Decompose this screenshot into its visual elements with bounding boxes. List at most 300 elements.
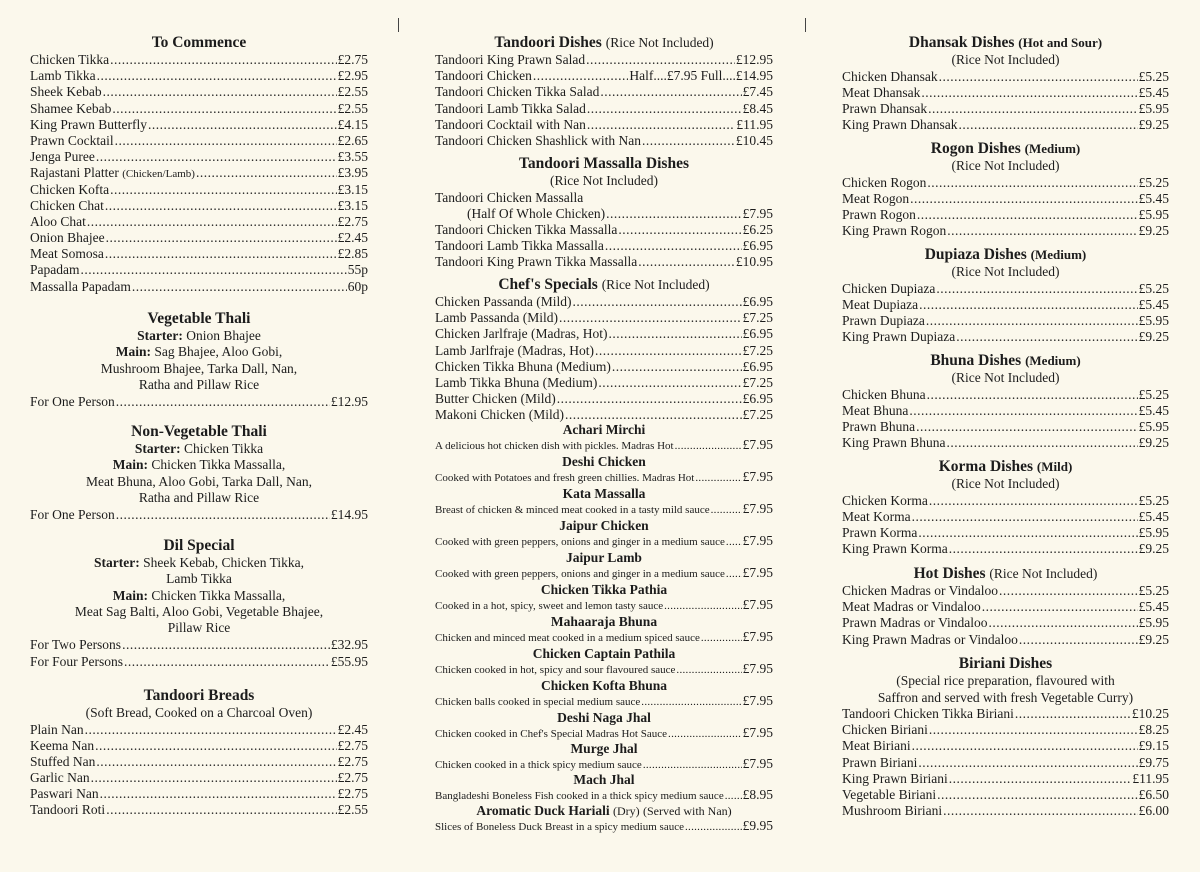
- dish-name-text: Deshi Naga Jhal: [557, 710, 651, 725]
- main-label: Main:: [115, 344, 151, 360]
- menu-item: [842, 387, 1169, 403]
- main-text: Chicken Tikka Massalla,: [151, 457, 286, 473]
- menu-item: [842, 281, 1169, 297]
- item-name: [30, 68, 96, 84]
- leader-dots: [927, 387, 1138, 403]
- main-text: Meat Sag Balti, Aloo Gobi, Vegetable Bhajee,: [74, 603, 324, 619]
- chefs-signature-dishes: [435, 422, 773, 834]
- leader-dots: [97, 68, 337, 84]
- item-price: £12.95: [330, 394, 368, 410]
- item-name: [842, 191, 909, 207]
- item-price: £5.25: [1138, 174, 1169, 190]
- item-price: £7.95: [742, 725, 773, 740]
- menu-item: [435, 310, 773, 326]
- menu-item: [30, 738, 368, 754]
- leader-dots: [116, 507, 330, 523]
- dish-description-line: [435, 565, 773, 580]
- item-name: [30, 198, 104, 214]
- main-text: Ratha and Pillaw Rice: [138, 489, 260, 505]
- section-title-text: Korma Dishes: [938, 458, 1034, 475]
- item-name: [842, 175, 926, 191]
- item-name-text: Makoni Chicken (Mild): [435, 407, 564, 423]
- menu-item: [30, 262, 368, 278]
- item-list: [842, 493, 1169, 558]
- item-price: £6.25: [742, 221, 773, 237]
- item-price: £12.95: [735, 52, 773, 67]
- section-subtitle: (Rice Not Included): [951, 52, 1060, 67]
- item-name: [30, 754, 95, 770]
- leader-dots: [105, 246, 337, 262]
- signature-dish: [435, 678, 773, 708]
- section-tandoori-breads: [30, 686, 368, 819]
- leader-dots: [958, 117, 1137, 133]
- item-price: 55p: [347, 262, 368, 278]
- dish-name-text: Murge Jhal: [570, 741, 638, 756]
- item-price: £2.75: [337, 52, 368, 67]
- dish-name-text: Achari Mirchi: [562, 422, 646, 437]
- leader-dots: [927, 175, 1137, 191]
- item-price: £5.25: [1138, 386, 1169, 402]
- item-price: £2.55: [337, 802, 368, 818]
- section-subtitle: (Rice Not Included): [951, 264, 1060, 279]
- item-price: £6.95: [742, 391, 773, 407]
- item-price: £5.45: [1138, 599, 1169, 615]
- item-name: [30, 722, 84, 738]
- dish-description: Chicken balls cooked in special medium sauce: [435, 696, 641, 708]
- menu-item: [30, 246, 368, 262]
- item-name: [842, 599, 981, 615]
- leader-dots: [605, 238, 742, 254]
- leader-dots: [685, 820, 742, 833]
- signature-dish: [435, 772, 773, 802]
- leader-dots: [116, 394, 330, 410]
- menu-item: [435, 101, 773, 117]
- item-name-text: Sheek Kebab: [30, 84, 102, 100]
- section-dil-special: [30, 536, 368, 670]
- menu-item: [30, 214, 368, 230]
- item-price: £6.95: [742, 358, 773, 374]
- section-tandoori-massalla-dishes: [435, 154, 773, 270]
- menu-item: [842, 191, 1169, 207]
- section-title: [842, 245, 1169, 264]
- item-price: £6.50: [1138, 786, 1169, 802]
- menu-item: [842, 419, 1169, 435]
- item-name: [842, 803, 942, 819]
- dish-name-text: Deshi Chicken: [562, 454, 646, 469]
- item-price: £6.00: [1138, 803, 1169, 819]
- dish-name: [435, 678, 773, 693]
- item-price: £9.15: [1138, 738, 1169, 754]
- section-dhansak-dishes: [842, 33, 1169, 133]
- section-subtitle: (Rice Not Included): [550, 173, 658, 188]
- item-price: £7.95: [742, 629, 773, 644]
- dish-name: [435, 741, 773, 756]
- starter-text: Onion Bhajee: [186, 328, 261, 343]
- leader-dots: [587, 101, 742, 117]
- item-price: £3.95: [337, 165, 368, 181]
- section-title-text: Dupiaza Dishes: [924, 246, 1027, 263]
- menu-item: [435, 133, 773, 149]
- item-price: £11.95: [1132, 770, 1169, 786]
- section-title: [842, 139, 1169, 158]
- section-title-text: Dhansak Dishes: [908, 34, 1015, 51]
- dish-name: [435, 710, 773, 725]
- menu-item: [435, 254, 773, 270]
- signature-dish: [435, 518, 773, 548]
- menu-item: [435, 222, 773, 238]
- menu-item: [842, 632, 1169, 648]
- leader-dots: [559, 310, 742, 326]
- item-price: £9.25: [1138, 541, 1169, 557]
- item-price: £7.95: [742, 693, 773, 708]
- item-list: [435, 206, 773, 271]
- item-name: [30, 52, 109, 68]
- section-title: Dil Special: [163, 537, 235, 554]
- dish-name-text: Jaipur Chicken: [559, 518, 649, 533]
- dish-name: [435, 422, 773, 437]
- section-title: To Commence: [151, 34, 247, 51]
- item-note: (Chicken/Lamb): [122, 168, 195, 181]
- item-name-text: Rajastani Platter: [30, 165, 119, 181]
- menu-item: [435, 375, 773, 391]
- item-name: [842, 632, 1018, 648]
- leader-dots: [664, 599, 742, 612]
- item-price: £7.45: [742, 84, 773, 100]
- leader-dots: [638, 254, 735, 270]
- item-price: £6.95: [742, 238, 773, 254]
- item-name: [435, 117, 586, 133]
- item-name-text: Tandoori Cocktail with Nan: [435, 116, 586, 132]
- leader-dots: [600, 84, 741, 100]
- dish-name-note: (Dry): [612, 804, 640, 818]
- item-name: [842, 297, 918, 313]
- item-name: [842, 85, 920, 101]
- dish-name: [435, 518, 773, 533]
- item-price: £8.25: [1138, 722, 1169, 738]
- item-price: £7.25: [742, 310, 773, 326]
- item-name-text: King Prawn Bhuna: [842, 435, 946, 451]
- item-price: £7.25: [742, 342, 773, 358]
- leader-dots: [557, 391, 742, 407]
- item-name-text: Prawn Dhansak: [842, 100, 928, 116]
- leader-dots: [87, 214, 337, 230]
- item-price: £2.75: [337, 737, 368, 753]
- item-name: [842, 419, 915, 435]
- dish-description-line: [435, 787, 773, 802]
- section-title: Tandoori Massalla Dishes: [519, 155, 689, 172]
- menu-item: [30, 770, 368, 786]
- item-name: [435, 359, 611, 375]
- item-price: £7.95: [742, 565, 773, 580]
- item-price: £9.25: [1138, 117, 1169, 133]
- item-price: £55.95: [330, 653, 368, 669]
- section-title-note: (Medium): [1030, 247, 1087, 262]
- item-name-text: Lamb Passanda (Mild): [435, 310, 558, 326]
- starter-text: Chicken Tikka: [183, 441, 264, 456]
- item-price: £5.45: [1138, 296, 1169, 312]
- menu-item: [435, 84, 773, 100]
- leader-dots: [586, 52, 735, 68]
- section-to-commence: [30, 33, 368, 295]
- item-price: £14.95: [330, 507, 368, 523]
- item-name-text: Onion Bhajee: [30, 230, 105, 246]
- leader-dots: [943, 803, 1138, 819]
- starter-text: Lamb Tikka: [166, 571, 232, 587]
- menu-item: [842, 599, 1169, 615]
- starter-text: Sheek Kebab, Chicken Tikka,: [143, 555, 304, 570]
- section-subtitle: (Rice Not Included): [951, 476, 1060, 491]
- item-name-text: Prawn Rogon: [842, 206, 916, 222]
- dish-name-text: Chicken Kofta Bhuna: [540, 678, 668, 693]
- item-name: [842, 706, 1014, 722]
- menu-item: [30, 84, 368, 100]
- item-price: £2.45: [337, 230, 368, 246]
- item-name: [842, 615, 988, 631]
- dish-name-text: Chicken Tikka Pathia: [540, 582, 668, 597]
- menu-item: [842, 297, 1169, 313]
- item-price: £9.25: [1138, 223, 1169, 239]
- section-title: Biriani Dishes: [958, 655, 1053, 672]
- item-price: £5.45: [1138, 402, 1169, 418]
- main-text: Sag Bhajee, Aloo Gobi,: [154, 344, 283, 360]
- menu-item: [435, 391, 773, 407]
- item-name-text: Massalla Papadam: [30, 278, 131, 294]
- section-hot-dishes: [842, 564, 1169, 648]
- dish-description-line: [435, 533, 773, 548]
- item-name: [30, 230, 105, 246]
- item-list: [435, 294, 773, 424]
- item-price: £5.95: [1138, 100, 1169, 116]
- menu-item: [435, 238, 773, 254]
- leader-dots: [949, 541, 1138, 557]
- item-name: [435, 133, 641, 149]
- item-name: [842, 738, 911, 754]
- leader-dots: [917, 207, 1138, 223]
- item-name-text: Tandoori Chicken Shashlick with Nan: [435, 132, 642, 148]
- menu-item: [842, 175, 1169, 191]
- price-line: [30, 507, 368, 523]
- item-name-text: Meat Bhuna: [842, 402, 909, 418]
- leader-dots: [675, 439, 742, 452]
- section-title: [842, 564, 1169, 583]
- menu-item: [842, 403, 1169, 419]
- menu-item: [842, 738, 1169, 754]
- dish-name-text: Mahaaraja Bhuna: [550, 614, 658, 629]
- section-rogon-dishes: [842, 139, 1169, 239]
- leader-dots: [100, 786, 337, 802]
- leader-dots: [676, 663, 741, 676]
- item-price: £9.75: [1138, 754, 1169, 770]
- item-price: £3.15: [337, 181, 368, 197]
- dish-name: [435, 486, 773, 501]
- item-name-text: Chicken Bhuna: [842, 386, 926, 402]
- dish-description-line: [435, 756, 773, 771]
- item-name-text: Tandoori Chicken Tikka Salad: [435, 84, 600, 100]
- dish-description: Slices of Boneless Duck Breast in a spicy medium sauce: [435, 821, 684, 833]
- item-name: [435, 294, 571, 310]
- item-price: £2.55: [337, 100, 368, 116]
- leader-dots: [947, 435, 1138, 451]
- item-price: £7.25: [742, 407, 773, 423]
- dish-name-text: Chicken Captain Pathila: [532, 646, 676, 661]
- item-name-text: King Prawn Dhansak: [842, 117, 958, 133]
- menu-item: [842, 771, 1169, 787]
- item-name-text: Tandoori Lamb Tikka Salad: [435, 100, 586, 116]
- item-price: £10.95: [735, 254, 773, 270]
- leader-dots: [643, 758, 742, 771]
- item-name-text: Papadam: [30, 262, 80, 278]
- leader-dots: [533, 68, 628, 84]
- item-name-text: Mushroom Biriani: [842, 803, 943, 819]
- dish-description-line: [435, 693, 773, 708]
- leader-dots: [999, 583, 1138, 599]
- main-text: Mushroom Bhajee, Tarka Dall, Nan,: [100, 360, 298, 376]
- item-name-text: Chicken Tikka: [30, 52, 110, 67]
- item-name-text: Prawn Korma: [842, 524, 918, 540]
- section-title-text: Rogon Dishes: [930, 140, 1021, 157]
- dish-name: [435, 646, 773, 661]
- item-name: [30, 802, 105, 818]
- leader-dots: [112, 101, 336, 117]
- menu-item: [842, 207, 1169, 223]
- item-name: [842, 583, 998, 599]
- item-price: £8.95: [742, 787, 773, 802]
- item-name-text: Prawn Biriani: [842, 754, 918, 770]
- item-price: £10.45: [735, 132, 773, 148]
- signature-dish: [435, 741, 773, 771]
- item-name: [30, 279, 131, 295]
- section-title-note: (Hot and Sour): [1018, 35, 1103, 50]
- item-name-text: Chicken Passanda (Mild): [435, 294, 572, 309]
- item-name: [30, 786, 99, 802]
- item-price: £7.95: [742, 501, 773, 516]
- item-price: £2.75: [337, 213, 368, 229]
- item-name-text: For Four Persons: [30, 653, 124, 669]
- section-bhuna-dishes: [842, 351, 1169, 451]
- item-name: [842, 771, 948, 787]
- item-name-text: Meat Korma: [842, 508, 911, 524]
- menu-item: [842, 435, 1169, 451]
- signature-dish: [435, 422, 773, 452]
- item-name-text: King Prawn Dupiaza: [842, 329, 956, 345]
- leader-dots: [918, 755, 1137, 771]
- leader-dots: [912, 509, 1138, 525]
- menu-item: [435, 294, 773, 310]
- item-name: [30, 738, 94, 754]
- item-name: [30, 654, 123, 670]
- menu-item: [30, 149, 368, 165]
- item-name-text: Chicken Rogon: [842, 174, 927, 190]
- signature-dish: [435, 550, 773, 580]
- menu-item: [30, 754, 368, 770]
- item-name: [842, 755, 917, 771]
- main-text: Pillaw Rice: [167, 620, 231, 636]
- section-title-note: (Rice Not Included): [601, 277, 710, 292]
- leader-dots: [105, 198, 337, 214]
- item-list: [842, 69, 1169, 134]
- section-chefs-specials: [435, 275, 773, 424]
- leader-dots: [982, 599, 1138, 615]
- leader-dots: [726, 535, 742, 548]
- item-price: £9.25: [1138, 631, 1169, 647]
- leader-dots: [926, 313, 1138, 329]
- item-name: [435, 254, 637, 270]
- item-name: [842, 541, 948, 557]
- menu-item: [842, 706, 1169, 722]
- leader-dots: [949, 771, 1132, 787]
- item-name: [435, 375, 597, 391]
- section-korma-dishes: [842, 457, 1169, 557]
- item-name: [435, 310, 558, 326]
- section-subtitle: (Special rice preparation, flavoured with: [896, 673, 1115, 688]
- item-name: [842, 722, 928, 738]
- menu-item: [842, 787, 1169, 803]
- dish-description-line: [435, 597, 773, 612]
- section-non-vegetable-thali: [30, 422, 368, 523]
- item-name-text: Plain Nan: [30, 721, 84, 737]
- item-name: [30, 165, 195, 181]
- menu-item: [435, 326, 773, 342]
- section-title: [842, 33, 1169, 52]
- menu-item: [30, 182, 368, 198]
- item-price: £5.45: [1138, 508, 1169, 524]
- leader-dots: [928, 101, 1138, 117]
- item-name: [435, 326, 607, 342]
- section-title-text: Bhuna Dishes: [930, 352, 1022, 369]
- item-name: [30, 637, 121, 653]
- leader-dots: [85, 722, 337, 738]
- item-name-text: King Prawn Korma: [842, 541, 948, 557]
- item-name-text: Chicken Dhansak: [842, 68, 938, 84]
- item-name-text: Aloo Chat: [30, 213, 86, 229]
- item-name-text: Shamee Kebab: [30, 100, 112, 116]
- menu-item: [30, 279, 368, 295]
- item-name-text: Stuffed Nan: [30, 753, 96, 769]
- menu-item: [30, 198, 368, 214]
- dish-description-line: [435, 818, 773, 833]
- menu-item: [435, 343, 773, 359]
- section-vegetable-thali: [30, 309, 368, 410]
- item-name: [30, 770, 90, 786]
- item-price: £5.95: [1138, 524, 1169, 540]
- menu-item: [842, 755, 1169, 771]
- item-name: [842, 281, 935, 297]
- menu-item: [30, 802, 368, 818]
- thali-main: [30, 344, 368, 360]
- item-name: [30, 101, 111, 117]
- item-price: £7.95: [742, 205, 773, 221]
- item-name-text: Vegetable Biriani: [842, 786, 937, 802]
- item-name: [30, 149, 95, 165]
- dish-description: A delicious hot chicken dish with pickles. Madras Hot: [435, 440, 674, 452]
- menu-item: [842, 117, 1169, 133]
- leader-dots: [606, 206, 742, 222]
- leader-dots: [91, 770, 337, 786]
- dish-description: Breast of chicken & minced meat cooked in a tasty mild sauce: [435, 504, 710, 516]
- item-name-text: Chicken Tikka Bhuna (Medium): [435, 358, 611, 374]
- item-name: Tandoori Chicken Massalla: [435, 189, 584, 205]
- item-name: [435, 101, 586, 117]
- item-name-text: Garlic Nan: [30, 770, 90, 786]
- dish-description-line: [435, 629, 773, 644]
- dish-name: [435, 582, 773, 597]
- item-half-full: Half....£7.95 Full....: [629, 68, 736, 84]
- item-name: [842, 69, 938, 85]
- dish-description: Cooked with green peppers, onions and ginger in a medium sauce: [435, 536, 725, 548]
- leader-dots: [110, 52, 336, 68]
- section-title: [842, 457, 1169, 476]
- leader-dots: [929, 722, 1138, 738]
